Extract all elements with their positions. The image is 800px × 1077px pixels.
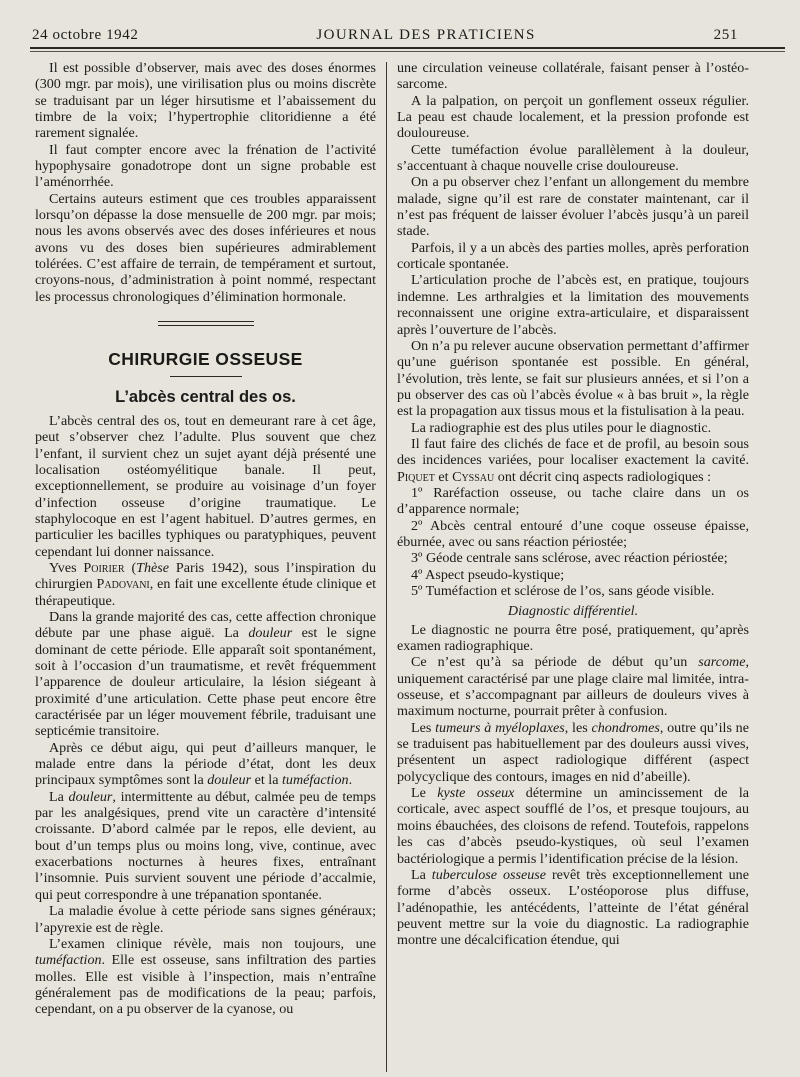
paragraph: Certains auteurs estiment que ces troubles apparaissent lorsqu’on dépasse la dose mensuelle de 200 mgr. par mois; nous les avons observés avec des doses inférieures et nous avons vu des doses bien supérieures admirablement tolérées. C’est affaire de terrain, de tempérament et surtout, croyons-nous, d’administration à point nommé, respectant les processus chronologiques d’élimination hormonale. [35, 190, 376, 305]
list-item: 5º Tuméfaction et sclérose de l’os, sans géode visible. [411, 583, 715, 599]
title-rule [170, 376, 242, 377]
page-number: 251 [713, 27, 738, 43]
section-title: CHIRURGIE OSSEUSE [108, 349, 303, 370]
list-item: 1º Raréfaction osseuse, ou tache claire dans un os d’apparence normale; [397, 484, 749, 518]
paragraph: La radiographie est des plus utiles pour le diagnostic. [411, 419, 712, 436]
paragraph: La maladie évolue à cette période sans signes généraux; l’apyrexie est de règle. [35, 903, 376, 936]
subheading: Diagnostic différentiel. [507, 603, 639, 620]
paragraph: Le kyste osseux détermine un amincissement de la corticale, avec aspect soufflé de l’os, et presque toujours, au moins ébauchées, des cloisons de refend. Toutefois, rappelons les cas d’abcès pseudo-kystiques, où seul l’examen bactériologique a permis l’identification précise de la lésion. [397, 785, 750, 867]
list-item: 4º Aspect pseudo-kystique; [411, 566, 565, 583]
journal-name: JOURNAL DES PRATICIENS [316, 27, 536, 43]
paragraph: Après ce début aigu, qui peut d’ailleurs manquer, le malade entre dans la période d’état, dont les deux principaux symptômes sont la douleur et la tuméfaction. [35, 739, 376, 789]
paragraph: Il faut compter encore avec la frénation de l’activité hypophysaire gonadotrope dont un signe probable est l’aménorrhée. [35, 141, 376, 191]
paragraph: Yves Poirier (Thèse Paris 1942), sous l’inspiration du chirurgien Padovani, en fait une excellente étude clinique et thérapeutique. [35, 559, 377, 609]
paragraph: On n’a pu relever aucune observation permettant d’affirmer qu’une guérison spontanée est possible. En général, l’évolution, très lente, se fait sur plusieurs années, et si l’on a pu observer des cas où l’abcès évolue « à bas bruit », la règle est la propagation aux tissus mous et la fistulisation à la peau. [397, 337, 749, 420]
column-divider [386, 62, 387, 1072]
header-rule-thin [30, 51, 785, 52]
radiological-aspects-list [397, 485, 749, 599]
right-column [397, 60, 749, 949]
paragraph: Cette tuméfaction évolue parallèlement à la douleur, s’accentuant à chaque nouvelle crise douloureuse. [397, 141, 749, 175]
paragraph: Il est possible d’observer, mais avec des doses énormes (300 mgr. par mois), une virilisation plus ou moins discrète se traduisant par un léger hirsutisme et l’abaissement du timbre de la voix; l’hypertrophie clitoridienne a été rarement signalée. [35, 60, 376, 142]
header-rule [30, 47, 785, 49]
running-header [32, 20, 738, 44]
paragraph: Parfois, il y a un abcès des parties molles, après perforation corticale spontanée. [397, 239, 749, 273]
paragraph: Dans la grande majorité des cas, cette affection chronique débute par une phase aiguë. La douleur est le signe dominant de cette période. Elle apparaît soit spontanément, soit à l’occasion d’un traumatisme, et revêt fréquemment l’apparence de douleur articulaire, la lésion siégeant à proximité d’une articulation. Cette phase peut encore être caractérisée par un léger mouvement fébrile, traduisant une septicémie transitoire. [35, 608, 376, 740]
paragraph: Il faut faire des clichés de face et de profil, au besoin sous des incidences variées, pour localiser exactement la cavité. Piquet et Cyssau ont décrit cinq aspects radiologiques : [397, 435, 749, 485]
paragraph: L’abcès central des os, tout en demeurant rare à cet âge, peut s’observer chez l’adulte. Plus souvent que chez l’enfant, il survient chez un sujet ayant déjà présenté une localisation ostéomyélitique banale. Il peut, exceptionnellement, se produire au voisinage d’un foyer d’infection osseuse d’origine traumatique. Le staphylocoque en est l’agent habituel. D’autres germes, en particulier les bacilles typhiques ou paratyphiques, peuvent cependant lui donner naissance. [35, 412, 376, 560]
article-title: L’abcès central des os. [115, 387, 296, 406]
author-name: Padovani [96, 576, 150, 593]
paragraph: L’examen clinique révèle, mais non toujours, une tuméfaction. Elle est osseuse, sans infiltration des parties molles. Elle est visible à l’inspection, mais n’entraîne généralement pas de modifications de la peau; parfois, cependant, on a pu observer de la cyanose, ou [35, 935, 376, 1018]
header-date: 24 octobre 1942 [32, 27, 139, 43]
paragraph: A la palpation, on perçoit un gonflement osseux régulier. La peau est chaude localement, et la pression profonde est douloureuse. [397, 92, 749, 142]
paragraph: L’articulation proche de l’abcès est, en pratique, toujours indemne. Les arthralgies et la limitation des mouvements reconnaissent une origine extra-articulaire, et disparaissent après l’ouverture de l’abcès. [397, 272, 749, 338]
author-name: Cyssau [452, 468, 495, 485]
list-item: 3º Géode centrale sans sclérose, avec réaction périostée; [411, 550, 728, 567]
author-name: Piquet [397, 468, 435, 485]
paragraph: La douleur, intermittente au début, calmée peu de temps par les analgésiques, prend vite un caractère d’intensité croissante. D’abord calmée par le repos, elle devient, au bout d’un temps plus ou moins long, vive, continue, avec exacerbations nocturnes à heures fixes, entraînant l’insomnie. Puis survient souvent une période d’accalmie, qui peut correspondre à une trépanation spontanée. [35, 788, 376, 903]
paragraph: La tuberculose osseuse revêt très exceptionnellement une forme d’abcès osseux. L’ostéoporose plus diffuse, l’adénopathie, les antécédents, l’atteinte de l’état général peuvent mettre sur la voie du diagnostic. La radiographie montre une décalcification étendue, qui [397, 866, 749, 949]
paragraph: Ce n’est qu’à sa période de début qu’un sarcome, uniquement caractérisé par une plage claire mal limitée, intra-osseuse, et s’accompagnant par ailleurs de douleurs vives à maximum nocturne, pourrait prêter à confusion. [397, 654, 749, 720]
paragraph: une circulation veineuse collatérale, faisant penser à l’ostéo-sarcome. [397, 60, 749, 93]
left-column [35, 60, 376, 1018]
section-ornament [158, 321, 254, 329]
paragraph: Les tumeurs à myéloplaxes, les chondromes, outre qu’ils ne se traduisent pas habituellement par des douleurs aussi vives, présentent un aspect radiologique différent (aspect polycyclique des contours, images en nid d’abeille). [397, 719, 749, 785]
paragraph: Le diagnostic ne pourra être posé, pratiquement, qu’après examen radiographique. [397, 621, 749, 655]
paragraph: On a pu observer chez l’enfant un allongement du membre malade, signe qu’il est rare de constater maintenant, car il n’est pas fréquent de laisser évoluer l’abcès jusqu’à un pareil stade. [397, 174, 749, 240]
author-name: Poirier [83, 559, 125, 576]
list-item: 2º Abcès central entouré d’une coque osseuse épaisse, éburnée, avec ou sans réaction périostée; [397, 517, 749, 550]
